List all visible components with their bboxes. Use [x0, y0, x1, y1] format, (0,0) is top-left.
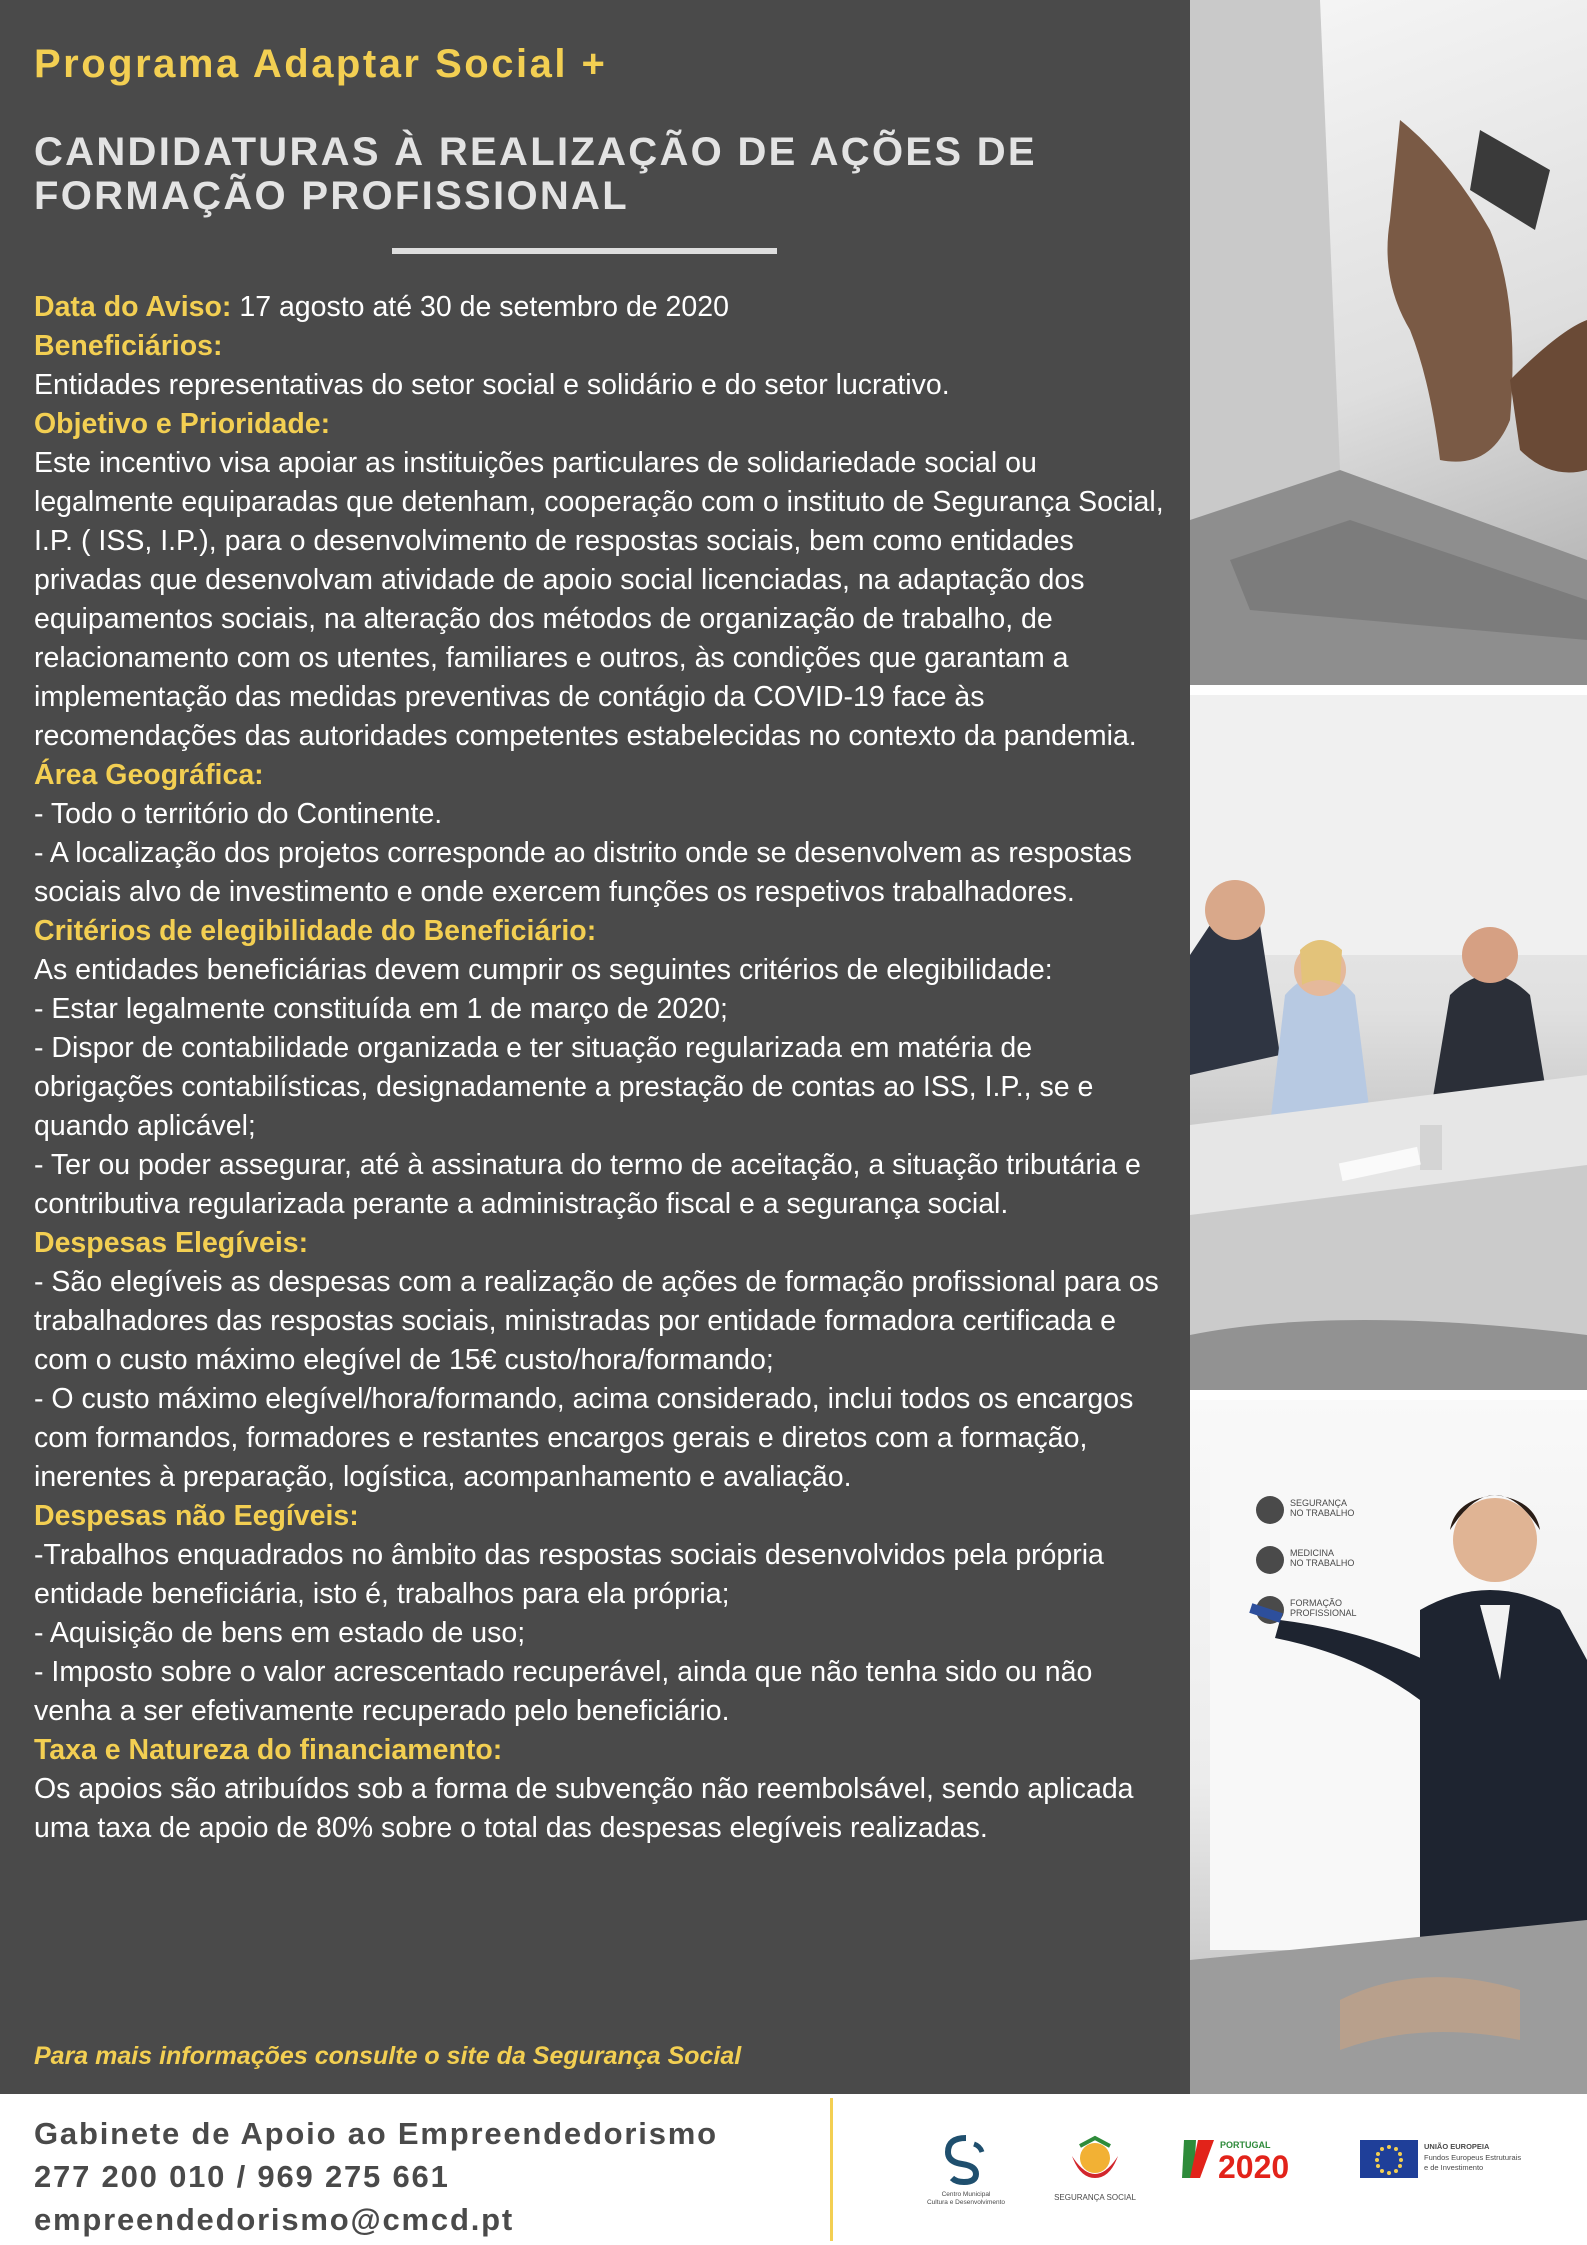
email-address: empreendedorismo@cmcd.pt	[34, 2202, 514, 2237]
medicine-icon	[1256, 1546, 1284, 1574]
data-aviso-value: 17 agosto até 30 de setembro de 2020	[231, 291, 729, 323]
meeting-photo	[1190, 695, 1587, 1390]
beneficiarios-heading: Beneficiários:	[34, 330, 223, 362]
objetivo-text: Este incentivo visa apoiar as instituições particulares de solidariedade social ou legalmente equiparadas que detenham, cooperação com o instituto de Segurança Social, I.P. ( ISS, I.P.), para o desenvolvimento de respostas sociais, bem como entidades privadas que desenvolvam atividade de apoio social licenciadas, na adaptação dos equipamentos sociais, na alteração dos métodos de organização de trabalho, de relacionamento com os utentes, familiares e outros, às condições que garantam a implementação das medidas preventivas de contágio da COVID-19 face às recomendações das autoridades competentes estabelecidas no contexto da pandemia.	[34, 447, 1164, 752]
title-divider	[392, 248, 777, 254]
portugal2020-logo	[1180, 2134, 1318, 2184]
laptop-screen	[1190, 0, 1340, 520]
eu-logo-text: Fundos Europeus Estruturais	[1424, 2153, 1522, 2162]
data-aviso-line	[34, 288, 1169, 327]
pt2020-small-text: PORTUGAL	[1220, 2140, 1271, 2150]
ss-logo-text: SEGURANÇA SOCIAL	[1054, 2193, 1136, 2202]
criterios-item: - Dispor de contabilidade organizada e ter situação regularizada em matéria de obrigações contabilísticas, designadamente a prestação de contas ao ISS, I.P., se e quando aplicável;	[34, 1032, 1094, 1142]
eu-funds-logo	[1358, 2136, 1528, 2180]
beneficiarios-text: Entidades representativas do setor social e solidário e do setor lucrativo.	[34, 369, 950, 401]
footer-contact	[34, 2112, 718, 2241]
laptop-hands-photo	[1190, 0, 1587, 685]
area-heading: Área Geográfica:	[34, 759, 264, 791]
ss-logo-icon	[1080, 2143, 1110, 2173]
phone-shape	[1470, 130, 1550, 230]
whiteboard-label: NO TRABALHO	[1290, 1558, 1355, 1568]
data-aviso-label: Data do Aviso:	[34, 291, 232, 323]
pt2020-big-text: 2020	[1218, 2149, 1290, 2184]
criterios-heading: Critérios de elegibilidade do Beneficiário:	[34, 915, 597, 947]
area-item: - A localização dos projetos corresponde ao distrito onde se desenvolvem as respostas sociais alvo de investimento e onde exercem funções os respetivos trabalhadores.	[34, 837, 1132, 908]
despesas-nao-elegiveis-heading: Despesas não Eegíveis:	[34, 1500, 359, 1532]
presenter-photo	[1190, 1400, 1587, 2094]
program-title: Programa Adaptar Social +	[34, 42, 608, 86]
despesas-elegiveis-item: - São elegíveis as despesas com a realização de ações de formação profissional para os trabalhadores das respostas sociais, ministradas por entidade formadora certificada e com o custo máximo elegível de 15€ custo/hora/formando;	[34, 1266, 1159, 1376]
despesas-nao-elegiveis-item: - Imposto sobre o valor acrescentado recuperável, ainda que não tenha sido ou não venha a ser efetivamente recuperado pelo beneficiário.	[34, 1656, 1093, 1727]
whiteboard-label: MEDICINA	[1290, 1548, 1335, 1558]
more-info-note: Para mais informações consulte o site da Segurança Social	[34, 2042, 742, 2070]
criterios-item: - Estar legalmente constituída em 1 de março de 2020;	[34, 993, 728, 1025]
seguranca-social-logo	[1040, 2132, 1150, 2208]
whiteboard-label: SEGURANÇA	[1290, 1498, 1348, 1508]
objetivo-heading: Objetivo e Prioridade:	[34, 408, 331, 440]
cmcd-logo	[918, 2132, 1014, 2208]
whiteboard-label: FORMAÇÃO	[1290, 1598, 1343, 1608]
cmcd-logo-text: Centro Municipal	[941, 2191, 991, 2198]
eu-logo-text: e de Investimento	[1424, 2163, 1484, 2172]
criterios-item: - Ter ou poder assegurar, até à assinatura do termo de aceitação, a situação tributária e contributiva regularizada perante a administração fiscal e a segurança social.	[34, 1149, 1141, 1220]
eu-logo-text: UNIÃO EUROPEIA	[1424, 2142, 1490, 2151]
phone-numbers: 277 200 010 / 969 275 661	[34, 2159, 450, 2194]
whiteboard-label: PROFISSIONAL	[1290, 1608, 1357, 1618]
person-2	[1270, 975, 1370, 1125]
main-title: CANDIDATURAS À REALIZAÇÃO DE AÇÕES DE FORMAÇÃO PROFISSIONAL	[34, 130, 1037, 218]
body-text	[34, 288, 1169, 1848]
area-item: - Todo o território do Continente.	[34, 798, 443, 830]
despesas-nao-elegiveis-item: - Aquisição de bens em estado de uso;	[34, 1617, 526, 1649]
taxa-text: Os apoios são atribuídos sob a forma de subvenção não reembolsável, sendo aplicada uma taxa de apoio de 80% sobre o total das despesas elegíveis realizadas.	[34, 1773, 1134, 1844]
cmcd-logo-icon	[948, 2138, 976, 2182]
taxa-heading: Taxa e Natureza do financiamento:	[34, 1734, 503, 1766]
despesas-elegiveis-item: - O custo máximo elegível/hora/formando, acima considerado, inclui todos os encargos com formandos, formadores e restantes encargos gerais e diretos com a formação, inerentes à preparação, logística, acompanhamento e avaliação.	[34, 1383, 1134, 1493]
despesas-nao-elegiveis-item: -Trabalhos enquadrados no âmbito das respostas sociais desenvolvidos pela própria entidade beneficiária, isto é, trabalhos para ela própria;	[34, 1539, 1104, 1610]
despesas-elegiveis-heading: Despesas Elegíveis:	[34, 1227, 309, 1259]
presenter-head	[1453, 1498, 1537, 1582]
criterios-intro: As entidades beneficiárias devem cumprir os seguintes critérios de elegibilidade:	[34, 954, 1053, 986]
office-name: Gabinete de Apoio ao Empreendedorismo	[34, 2116, 718, 2151]
footer-divider	[830, 2098, 833, 2241]
whiteboard-label: NO TRABALHO	[1290, 1508, 1355, 1518]
cmcd-logo-text: Cultura e Desenvolvimento	[926, 2199, 1006, 2206]
warning-icon	[1256, 1496, 1284, 1524]
footer	[0, 2094, 1587, 2245]
